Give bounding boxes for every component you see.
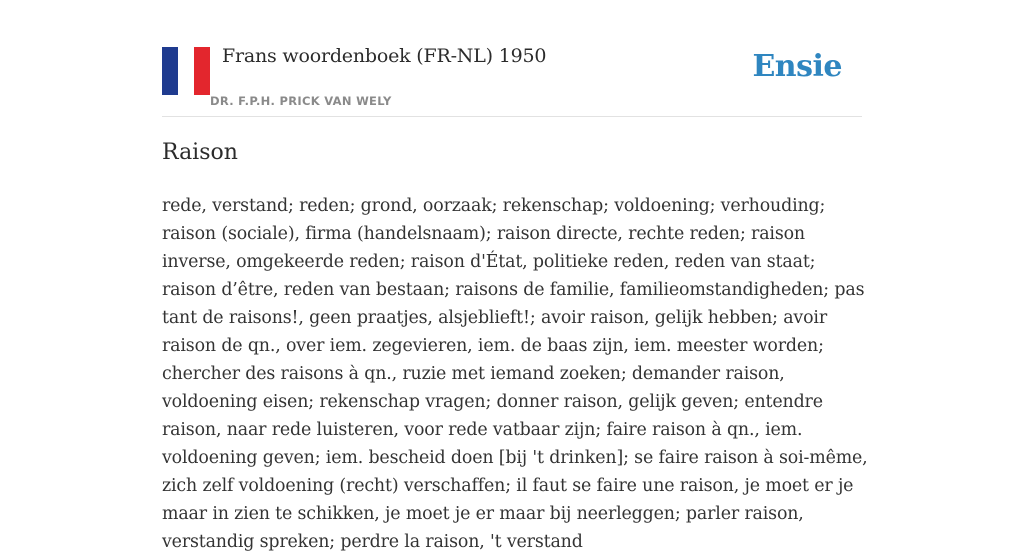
entry-headword: Raison bbox=[162, 140, 238, 165]
ensie-logo[interactable]: Ensie bbox=[752, 49, 842, 84]
entry-definition: rede, verstand; reden; grond, oorzaak; rekenschap; voldoening; verhouding; raison (sociale), firma (handelsnaam); raison directe, rechte reden; raison inverse, omgekeerde reden; raison d'État, politieke reden, reden van staat; raison d’être, reden van bestaan; raisons de familie, familieomstandigheden; pas tant de raisons!, geen praatjes, alsjeblieft!; avoir raison, gelijk hebben; avoir raison de qn., over iem. zegevieren, iem. de baas zijn, iem. meester worden; chercher des raisons à qn., ruzie met iemand zoeken; demander raison, voldoening eisen; rekenschap vragen; donner raison, gelijk geven; entendre raison, naar rede luisteren, voor rede vatbaar zijn; faire raison à qn., iem. voldoening geven; iem. bescheid doen [bij 't drinken]; se faire raison à soi-même, zich zelf voldoening (recht) verschaffen; il faut se faire une raison, je moet er je maar in zien te schikken, je moet je er maar bij neerleggen; parler raison, verstandig spreken; perdre la raison, 't verstand bbox=[162, 196, 868, 552]
dictionary-title[interactable]: Frans woordenboek (FR-NL) 1950 bbox=[222, 45, 547, 67]
dictionary-header bbox=[162, 0, 862, 117]
dictionary-entry-card bbox=[162, 0, 868, 552]
dictionary-author[interactable]: DR. F.P.H. PRICK VAN WELY bbox=[210, 94, 392, 108]
france-flag-icon bbox=[162, 47, 210, 95]
